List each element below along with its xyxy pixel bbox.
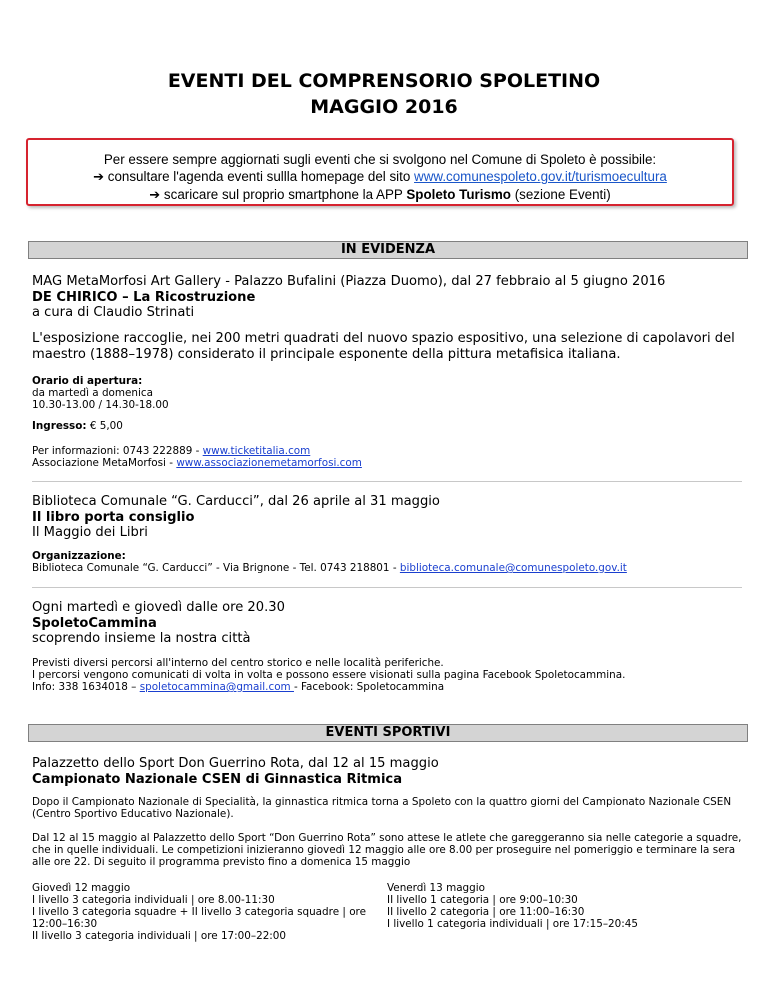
event-description: L'esposizione raccoglie, nei 200 metri quadrati del nuovo spazio espositivo, una selezione di capolavori del maestro (1888–1978) considerato il principale esponente della pittura metafisica italiana. [32, 331, 735, 362]
event-subtitle: Il Maggio dei Libri [32, 525, 148, 540]
title-line-2: MAGGIO 2016 [310, 96, 458, 118]
arrow-right-icon: ➔ [149, 188, 161, 203]
notice-intro: Per essere sempre aggiornati sugli eventi che si svolgono nel Comune di Spoleto è possibile: [103, 152, 657, 167]
org-line: Biblioteca Comunale “G. Carducci” - Via Brignone - Tel. 0743 218801 - biblioteca.comunale@comunespoleto.gov.it [32, 562, 627, 574]
schedule-line: 12:00–16:30 [32, 918, 98, 930]
event-ginnastica-header [32, 756, 744, 787]
detail-line: I percorsi vengono comunicati di volta in volta e possono essere visionati sulla pagina Facebook Spoletocammina. [32, 669, 626, 681]
ticket-price [32, 420, 744, 432]
info-line: Per informazioni: 0743 222889 - www.ticketitalia.com [32, 445, 311, 457]
title-line-1: EVENTI DEL COMPRENSORIO SPOLETINO [167, 70, 601, 92]
schedule-thursday [32, 882, 372, 942]
schedule-line: I livello 3 categoria individuali | ore 8.00-11:30 [32, 894, 275, 906]
schedule-line: Venerdì 13 maggio [387, 882, 485, 894]
event-curator: a cura di Claudio Strinati [32, 305, 195, 320]
event-spoletocammina-details [32, 657, 744, 693]
event-venue: Biblioteca Comunale “G. Carducci”, dal 26 aprile al 31 maggio [32, 494, 440, 509]
website-link[interactable]: www.comunespoleto.gov.it/turismoecultura [414, 169, 667, 184]
section-header-in-evidenza: IN EVIDENZA [28, 241, 748, 259]
hours-times: 10.30-13.00 / 14.30-18.00 [32, 399, 169, 411]
event-de-chirico-header [32, 274, 744, 321]
association-line: Associazione MetaMorfosi - www.associazionemetamorfosi.com [32, 457, 362, 469]
library-email-link[interactable]: biblioteca.comunale@comunespoleto.gov.it [399, 562, 627, 574]
hours-days: da martedì a domenica [32, 387, 153, 399]
spoletocammina-email-link[interactable]: spoletocammina@gmail.com [139, 681, 294, 693]
schedule-line: I livello 1 categoria individuali | ore 17:15–20:45 [387, 918, 638, 930]
detail-line: Previsti diversi percorsi all'interno del centro storico e nelle località periferiche. [32, 657, 444, 669]
schedule-line: II livello 3 categoria individuali | ore 17:00–22:00 [32, 930, 287, 942]
divider [32, 587, 742, 588]
schedule-line: II livello 2 categoria | ore 11:00–16:30 [387, 906, 585, 918]
event-contacts [32, 445, 744, 469]
event-title: Campionato Nazionale CSEN di Ginnastica Ritmica [32, 771, 403, 787]
hours-label: Orario di apertura: [32, 375, 143, 387]
event-venue: Palazzetto dello Sport Don Guerrino Rota, dal 12 al 15 maggio [32, 756, 439, 771]
notice-website-line: ➔ consultare l'agenda eventi sullla homepage del sito www.comunespoleto.gov.it/turismoecultura [93, 169, 667, 185]
event-subtitle: scoprendo insieme la nostra città [32, 631, 251, 646]
event-title: Il libro porta consiglio [32, 509, 195, 525]
opening-hours [32, 375, 744, 411]
notice-app-line: ➔ scaricare sul proprio smartphone la APP Spoleto Turismo (sezione Eventi) [149, 187, 611, 203]
event-libro-header [32, 494, 744, 541]
schedule-line: Giovedì 12 maggio [32, 882, 131, 894]
org-label: Organizzazione: [32, 550, 126, 562]
app-name: Spoleto Turismo [406, 187, 511, 202]
event-paragraph-1: Dopo il Campionato Nazionale di Specialità, la ginnastica ritmica torna a Spoleto con la quattro giorni del Campionato Nazionale CSEN (Centro Sportivo Educativo Nazionale). [32, 796, 732, 820]
ticketitalia-link[interactable]: www.ticketitalia.com [202, 445, 311, 457]
contact-line: Info: 338 1634018 – spoletocammina@gmail.com - Facebook: Spoletocammina [32, 681, 445, 693]
info-notice-box [26, 138, 734, 206]
ticket-label: Ingresso: [32, 420, 87, 432]
divider [32, 481, 742, 482]
event-title: DE CHIRICO – La Ricostruzione [32, 289, 256, 305]
schedule-line: II livello 1 categoria | ore 9:00–10:30 [387, 894, 578, 906]
schedule-friday [387, 882, 747, 930]
event-spoletocammina-header [32, 600, 744, 647]
event-organization [32, 550, 744, 574]
event-when: Ogni martedì e giovedì dalle ore 20.30 [32, 600, 285, 615]
event-title: SpoletoCammina [32, 615, 157, 631]
event-paragraph-2: Dal 12 al 15 maggio al Palazzetto dello Sport “Don Guerrino Rota” sono attese le atlete che gareggeranno sia nelle categorie a squadre, che in quelle individuali. Le competizioni inizieranno giovedì 12 maggio alle ore 8.00 per proseguire nel pomeriggio e terminare la sera alle ore 22. Di seguito il programma previsto fino a domenica 15 maggio [32, 832, 742, 868]
page-title [0, 68, 768, 120]
section-header-eventi-sportivi: EVENTI SPORTIVI [28, 724, 748, 742]
association-link[interactable]: www.associazionemetamorfosi.com [176, 457, 362, 469]
arrow-right-icon: ➔ [93, 170, 105, 185]
schedule-line: I livello 3 categoria squadre + II livello 3 categoria squadre | ore [32, 906, 366, 918]
event-venue: MAG MetaMorfosi Art Gallery - Palazzo Bufalini (Piazza Duomo), dal 27 febbraio al 5 giugno 2016 [32, 274, 666, 289]
ticket-value: € 5,00 [86, 420, 123, 432]
